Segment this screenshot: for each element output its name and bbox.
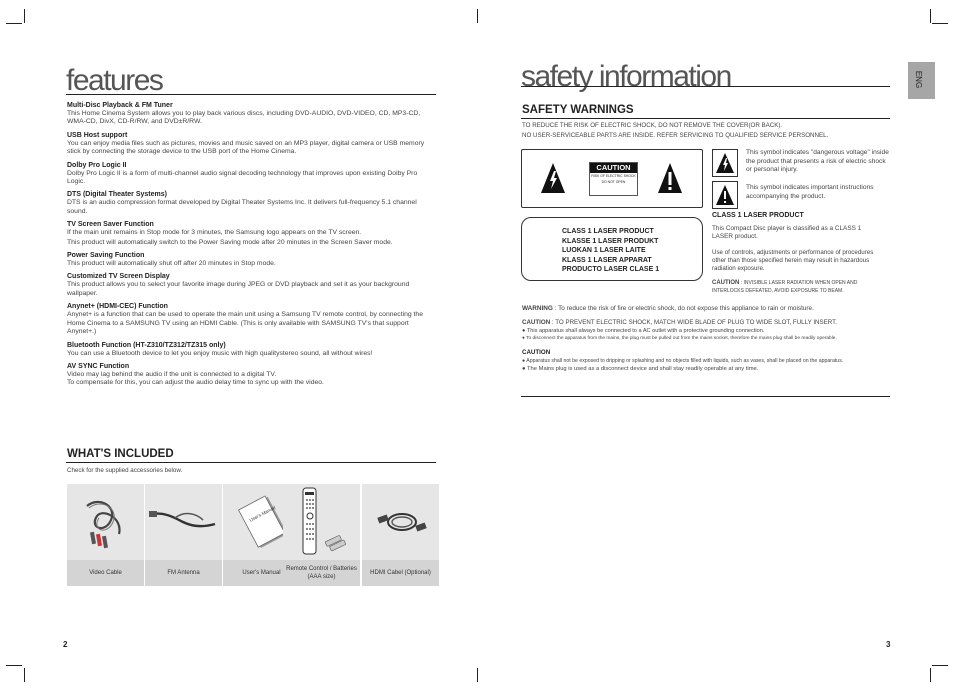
crop-mark <box>6 23 22 24</box>
crop-mark <box>930 668 931 682</box>
crop-mark <box>930 9 931 23</box>
page-title-safety: safety information <box>521 60 731 93</box>
lightning-warning-icon <box>540 162 566 194</box>
bullet-text: This apparatus shall always be connected to a AC outlet with a protective grounding connection. <box>526 328 765 334</box>
feature-body: To compensate for this, you can adjust the audio delay time to sync up with the video. <box>67 379 324 387</box>
feature-body: This product allows you to select your favorite image during JPEG or DVD playback and set it as your background wallpaper. <box>67 281 410 297</box>
feature-body: This product will automatically switch to the Power Saving mode after 20 minutes in the Screen Saver mode. <box>67 238 393 246</box>
title-rule <box>66 94 436 95</box>
feature-body: This Home Cinema System allows you to play back various discs, including DVD-AUDIO, DVD-VIDEO, CD, MP3-CD, WMA-CD, DivX, CD-R/RW, and DVD±R/RW. <box>67 110 421 126</box>
accessory-label: Remote Control / Batteries (AAA size) <box>283 560 360 586</box>
class1-line: PRODUCTO LASER CLASE 1 <box>562 266 660 274</box>
symbol-box-instructions <box>712 181 738 209</box>
accessory-label: Video Cable <box>67 560 144 586</box>
warning-line: TO REDUCE THE RISK OF ELECTRIC SHOCK, DO NOT REMOVE THE COVER(OR BACK). <box>522 122 783 129</box>
important-instructions-icon <box>713 182 737 208</box>
laser-caution-text: : INVISIBLE LASER RADIATION WHEN OPEN AND INTERLOCKS DEFEATED, AVOID EXPOSURE TO BEAM. <box>712 280 858 294</box>
safety-warnings-heading: SAFETY WARNINGS <box>522 104 634 116</box>
class1-body: Use of controls, adjustments or performance of procedures other than those specified herein may result in hazardous radiation exposure. <box>712 249 874 272</box>
class1-line: KLASSE 1 LASER PRODUKT <box>562 237 659 245</box>
accessory-remote-control <box>283 484 360 586</box>
feature-title: Anynet+ (HDMI-CEC) Function <box>67 303 168 311</box>
accessory-hdmi-cable <box>362 484 439 586</box>
included-intro: Check for the supplied accessories below. <box>67 467 183 474</box>
feature-title: DTS (Digital Theater Systems) <box>67 191 167 199</box>
accessory-label: HDMI Cabel (Optional) <box>362 560 439 586</box>
symbol-instructions-text: This symbol indicates important instructions accompanying the product. <box>746 184 874 200</box>
symbol-voltage-text: This symbol indicates "dangerous voltage" inside the product that presents a risk of electric shock or personal injury. <box>746 149 889 174</box>
crop-mark <box>24 668 25 682</box>
class1-line: CLASS 1 LASER PRODUCT <box>562 228 654 235</box>
warning-label: WARNING <box>522 305 553 312</box>
section-end-rule <box>521 396 890 397</box>
warning-line: NO USER-SERVICEABLE PARTS ARE INSIDE. REFER SERVICING TO QUALIFIED SERVICE PERSONNEL. <box>522 132 829 139</box>
section-rule <box>521 118 890 119</box>
bullet-text: The Mains plug is used as a disconnect device and shall stay readily operable at any time. <box>527 366 759 372</box>
laser-caution-label: CAUTION <box>712 280 740 286</box>
whats-included-heading: WHAT'S INCLUDED <box>67 448 174 460</box>
crop-mark <box>477 9 478 23</box>
feature-title: Customized TV Screen Display <box>67 273 170 281</box>
bullet-text: To disconnect the apparatus from the mains, the plug must be pulled out from the mains socket, therefore the mains plug shall be readily operable. <box>526 336 837 341</box>
warning-text: : To reduce the risk of fire or electric shock, do not expose this appliance to rain or moisture. <box>554 305 814 312</box>
feature-title: Bluetooth Function (HT-Z310/TZ312/TZ315 only) <box>67 341 226 349</box>
feature-body: Anynet+ is a function that can be used to operate the main unit using a Samsung TV remote control, by connecting the Home Cinema to a SAMSUNG TV using an HDMI Cable. (This is only available with SAMSUNG TV's that support Anynet+.) <box>67 311 423 336</box>
features-list <box>67 101 437 392</box>
feature-body: DTS is an audio compression format developed by Digital Theater Systems Inc. It delivers full-frequency 5.1 channel sound. <box>67 199 417 215</box>
page-number: 2 <box>63 640 68 649</box>
warning-paragraph <box>522 305 892 313</box>
accessory-label: FM Antenna <box>145 560 222 586</box>
bullet-item: ● Apparatus shall not be exposed to dripping or splashing and no objects filled with liquids, such as vases, shall be placed on the apparatus. <box>522 358 844 364</box>
crop-mark <box>6 665 22 666</box>
accessory-label: User's Manual <box>223 560 300 586</box>
caution-paragraph <box>522 319 892 327</box>
feature-body: This product will automatically shut off after 20 minutes in Stop mode. <box>67 260 276 268</box>
class1-body: This Compact Disc player is classified as a CLASS 1 LASER product. <box>712 225 862 240</box>
feature-title: Multi-Disc Playback & FM Tuner <box>67 102 173 109</box>
class1-line: KLASS 1 LASER APPARAT <box>562 256 652 264</box>
title-rule <box>521 86 890 87</box>
feature-title: Dolby Pro Logic II <box>67 161 127 169</box>
section-rule <box>66 462 436 463</box>
class1-laser-label <box>521 217 703 281</box>
remote-control-icon <box>283 484 360 559</box>
crop-mark <box>24 9 25 23</box>
accessory-video-cable <box>67 484 144 586</box>
bullet-item: ● This apparatus shall always be connected to a AC outlet with a protective grounding connection. <box>522 328 765 334</box>
bullet-text: Apparatus shall not be exposed to dripping or splashing and no objects filled with liquids, such as vases, shall be placed on the apparatus. <box>526 358 844 364</box>
feature-title: TV Screen Saver Function <box>67 221 154 229</box>
crop-mark <box>932 23 948 24</box>
symbol-box-voltage <box>712 149 738 177</box>
class1-line: LUOKAN 1 LASER LAITE <box>562 247 646 255</box>
hdmi-cable-icon <box>362 484 439 559</box>
caution-plate <box>589 162 638 196</box>
feature-body: You can use a Bluetooth device to let you enjoy music with high qualitystereo sound, all without wires! <box>67 349 373 357</box>
feature-title: Power Saving Function <box>67 252 145 260</box>
caution-plate-title: CAUTION <box>590 163 637 173</box>
caution-plate-sub: DO NOT OPEN <box>601 180 626 184</box>
page-title-features: features <box>66 64 163 97</box>
caution-plate-sub: RISK OF ELECTRIC SHOCK <box>591 174 636 178</box>
language-tab <box>908 62 935 99</box>
feature-title: AV SYNC Function <box>67 362 130 370</box>
caution-label-box <box>521 149 703 208</box>
feature-title: USB Host support <box>67 131 128 139</box>
laser-caution <box>712 279 884 295</box>
manual-cover-text: User's Manual <box>248 504 277 523</box>
bullet-item: ● To disconnect the apparatus from the mains, the plug must be pulled out from the mains socket, therefore the mains plug shall be readily operable. <box>522 336 837 341</box>
language-tab-label: ENG <box>914 70 924 89</box>
video-cable-icon <box>67 484 144 559</box>
dangerous-voltage-icon <box>713 150 737 176</box>
page-number: 3 <box>886 640 891 649</box>
caution-text: : TO PREVENT ELECTRIC SHOCK, MATCH WIDE BLADE OF PLUG TO WIDE SLOT, FULLY INSERT. <box>551 319 837 326</box>
class1-heading: CLASS 1 LASER PRODUCT <box>712 212 804 219</box>
caution-heading: CAUTION <box>522 349 551 356</box>
caution-label: CAUTION <box>522 319 551 326</box>
crop-mark <box>477 668 478 682</box>
exclamation-warning-icon <box>657 162 683 194</box>
fm-antenna-icon <box>145 484 222 559</box>
bullet-item: ● The Mains plug is used as a disconnect device and shall stay readily operable at any time. <box>522 366 759 372</box>
feature-body: Dolby Pro Logic II is a form of multi-channel audio signal decoding technology that improves upon existing Dolby Pro Logic. <box>67 169 418 186</box>
feature-body: If the main unit remains in Stop mode for 3 minutes, the Samsung logo appears on the TV screen. <box>67 229 362 237</box>
crop-mark <box>932 665 948 666</box>
feature-body: Video may lag behind the audio if the unit is connected to a digital TV. <box>67 370 277 378</box>
accessory-fm-antenna <box>145 484 222 586</box>
feature-body: You can enjoy media files such as pictures, movies and music saved on an MP3 player, digital camera or USB memory stick by connecting the storage device to the USB port of the Home Cinema. <box>67 139 425 156</box>
